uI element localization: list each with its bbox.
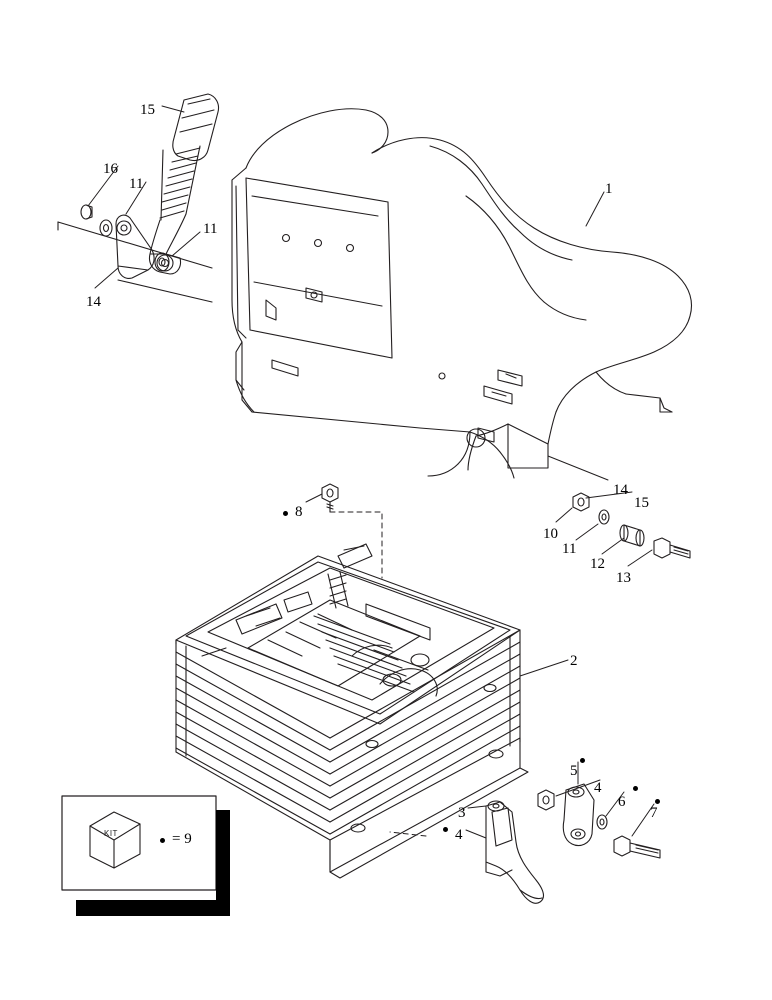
callout-12: 12 xyxy=(590,556,605,572)
leader-lines xyxy=(88,106,654,838)
bullet-marker xyxy=(655,799,660,804)
damper-assembly-illustration xyxy=(58,94,219,302)
bullet-marker xyxy=(443,827,448,832)
callout-14-left: 14 xyxy=(86,294,101,310)
callout-3: 3 xyxy=(458,805,466,821)
callout-11-stack: 11 xyxy=(562,541,577,557)
callout-5: 5 xyxy=(570,763,578,779)
callout-8: 8 xyxy=(295,504,303,520)
callout-14-right: 14 xyxy=(613,482,628,498)
kit-legend-bullet xyxy=(160,838,165,843)
callout-7: 7 xyxy=(650,805,658,821)
hardware-stack-illustration xyxy=(573,493,690,558)
callout-11-upper: 11 xyxy=(129,176,144,192)
kit-legend-box xyxy=(62,796,230,916)
callout-15-right: 15 xyxy=(634,495,649,511)
kit-legend-text: = 9 xyxy=(172,831,192,847)
callout-4-left: 4 xyxy=(455,827,463,843)
callout-6: 6 xyxy=(618,794,626,810)
callout-1: 1 xyxy=(605,181,613,197)
callout-2: 2 xyxy=(570,653,578,669)
bullet-marker xyxy=(283,511,288,516)
bullet-marker xyxy=(633,786,638,791)
callout-13: 13 xyxy=(616,570,631,586)
callout-11-lower: 11 xyxy=(203,221,218,237)
screw-item8-illustration xyxy=(322,484,338,512)
bullet-marker xyxy=(580,758,585,763)
callout-15-top: 15 xyxy=(140,102,155,118)
handle-bracket-illustration xyxy=(486,784,660,903)
callout-10: 10 xyxy=(543,526,558,542)
kit-cube-label: KIT xyxy=(104,829,118,838)
callout-4-right: 4 xyxy=(594,780,602,796)
seat-assembly-illustration xyxy=(232,109,692,478)
callout-16: 16 xyxy=(103,161,118,177)
